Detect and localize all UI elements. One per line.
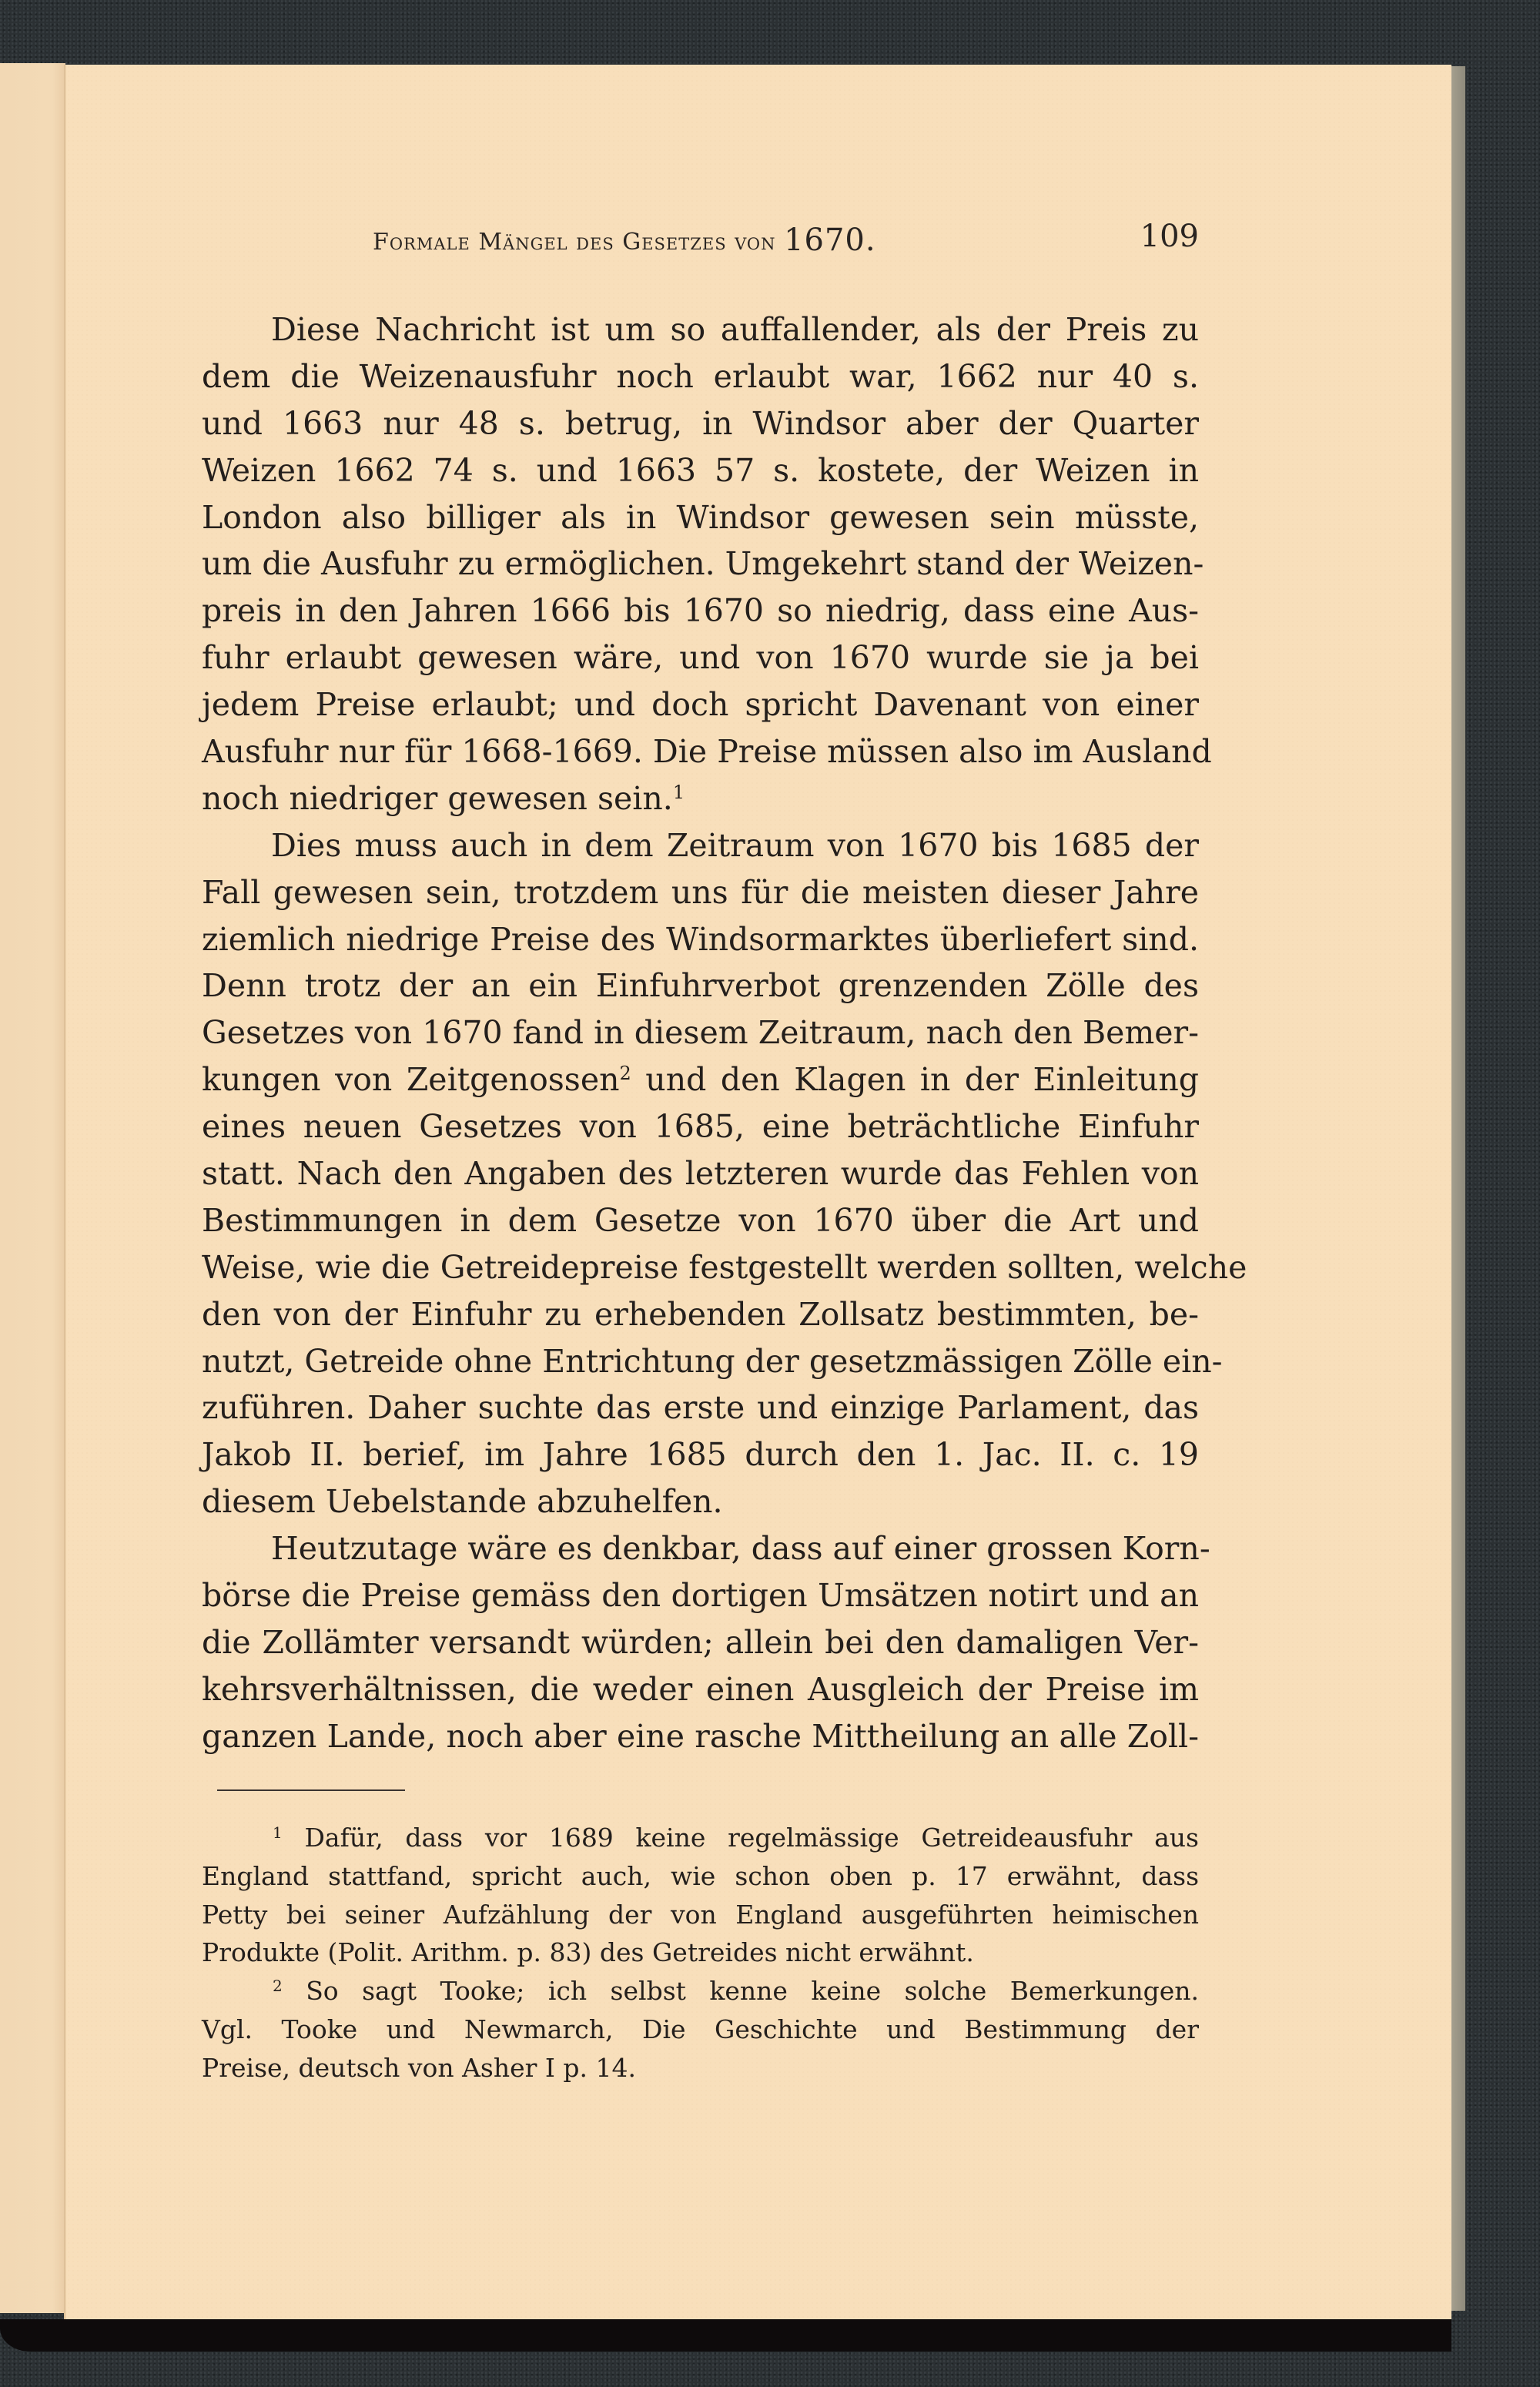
footnote-1-line: Produkte (Polit. Arithm. p. 83) des Getreides nicht erwähnt. [202, 1937, 974, 1968]
footnote-text: So sagt Tooke; ich selbst kenne keine solche Bemerkungen. [306, 1976, 1199, 2007]
text-line: Ausfuhr nur für 1668-1669. Die Preise müssen also im Ausland [202, 733, 1212, 771]
text-line: fuhr erlaubt gewesen wäre, und von 1670 wurde sie ja bei [202, 639, 1199, 677]
text-line: dem die Weizenausfuhr noch erlaubt war, 1662 nur 40 s. [202, 357, 1199, 395]
text-line: Weizen 1662 74 s. und 1663 57 s. kostete, der Weizen in [202, 451, 1199, 489]
footnote-separator [217, 1789, 405, 1791]
text-line: statt. Nach den Angaben des letzteren wurde das Fehlen von [202, 1155, 1199, 1193]
text-line: den von der Einfuhr zu erhebenden Zollsatz bestimmten, be- [202, 1295, 1199, 1333]
text-line: Denn trotz der an ein Einfuhrverbot grenzenden Zölle des [202, 967, 1199, 1005]
text-line-content: kungen von Zeitgenossen [202, 1061, 620, 1099]
footnotes [202, 1819, 1199, 2087]
text-line: diesem Uebelstande abzuhelfen. [202, 1483, 723, 1521]
facing-page-edge [0, 63, 65, 2313]
book-shadow [0, 2319, 1451, 2352]
text-line: London also billiger als in Windsor gewesen sein müsste, [202, 498, 1199, 536]
text-line: Gesetzes von 1670 fand in diesem Zeitraum, nach den Bemer- [202, 1014, 1199, 1052]
text-line [202, 1056, 1199, 1103]
running-header [202, 219, 1199, 258]
page-block-edge [1451, 66, 1465, 2311]
body-text [202, 306, 1247, 1760]
running-title [373, 222, 876, 257]
text-line: Fall gewesen sein, trotzdem uns für die meisten dieser Jahre [202, 873, 1199, 911]
footnote-2-line: Preise, deutsch von Asher I p. 14. [202, 2052, 637, 2083]
text-line: zuführen. Daher suchte das erste und einzige Parlament, das [202, 1389, 1199, 1427]
text-line: ziemlich niedrige Preise des Windsormarktes überliefert sind. [202, 920, 1199, 958]
footnote-2-line: Vgl. Tooke und Newmarch, Die Geschichte und Bestimmung der [202, 2014, 1199, 2044]
footnote-2-line [202, 1972, 1199, 2010]
text-line: Jakob II. berief, im Jahre 1685 durch den 1. Jac. II. c. 19 [202, 1436, 1199, 1474]
text-line: Heutzutage wäre es denkbar, dass auf einer grossen Korn- [271, 1530, 1210, 1568]
footnote-ref-2[interactable]: 2 [619, 1063, 631, 1085]
text-line: Dies muss auch in dem Zeitraum von 1670 bis 1685 der [271, 826, 1199, 864]
text-line: Bestimmungen in dem Gesetze von 1670 über die Art und [202, 1201, 1199, 1239]
text-line: um die Ausfuhr zu ermöglichen. Umgekehrt stand der Weizen- [202, 545, 1204, 583]
text-line: ganzen Lande, noch aber eine rasche Mittheilung an alle Zoll- [202, 1717, 1199, 1755]
running-title-year: 1670. [784, 223, 876, 258]
text-line-content: und den Klagen in der Einleitung [645, 1061, 1199, 1099]
text-line: preis in den Jahren 1666 bis 1670 so niedrig, dass eine Aus- [202, 592, 1199, 630]
text-line-content: noch niedriger gewesen sein. [202, 779, 673, 817]
text-line: Diese Nachricht ist um so auffallender, als der Preis zu [271, 311, 1199, 348]
text-line: eines neuen Gesetzes von 1685, eine beträchtliche Einfuhr [202, 1108, 1199, 1146]
footnote-mark-2: 2 [273, 1977, 283, 1996]
running-title-text: Formale Mängel des Gesetzes von [373, 229, 776, 256]
footnote-mark-1: 1 [273, 1823, 283, 1842]
text-line [202, 775, 1199, 822]
footnote-1-line [202, 1819, 1199, 1857]
text-line: die Zollämter versandt würden; allein bei den damaligen Ver- [202, 1623, 1199, 1661]
footnote-ref-1[interactable]: 1 [672, 781, 685, 803]
text-line: jedem Preise erlaubt; und doch spricht Davenant von einer [202, 686, 1199, 724]
footnote-1-line: England stattfand, spricht auch, wie schon oben p. 17 erwähnt, dass [202, 1860, 1199, 1891]
text-line: und 1663 nur 48 s. betrug, in Windsor aber der Quarter [202, 404, 1199, 442]
text-line: kehrsverhältnissen, die weder einen Ausgleich der Preise im [202, 1670, 1199, 1708]
text-line: Weise, wie die Getreidepreise festgestellt werden sollten, welche [202, 1248, 1247, 1286]
footnote-1-line: Petty bei seiner Aufzählung der von England ausgeführten heimischen [202, 1899, 1199, 1930]
text-line: nutzt, Getreide ohne Entrichtung der gesetzmässigen Zölle ein- [202, 1342, 1223, 1380]
page-number: 109 [1140, 219, 1199, 254]
text-line: börse die Preise gemäss den dortigen Umsätzen notirt und an [202, 1577, 1199, 1615]
footnote-text: Dafür, dass vor 1689 keine regelmässige Getreideausfuhr aus [304, 1823, 1199, 1853]
